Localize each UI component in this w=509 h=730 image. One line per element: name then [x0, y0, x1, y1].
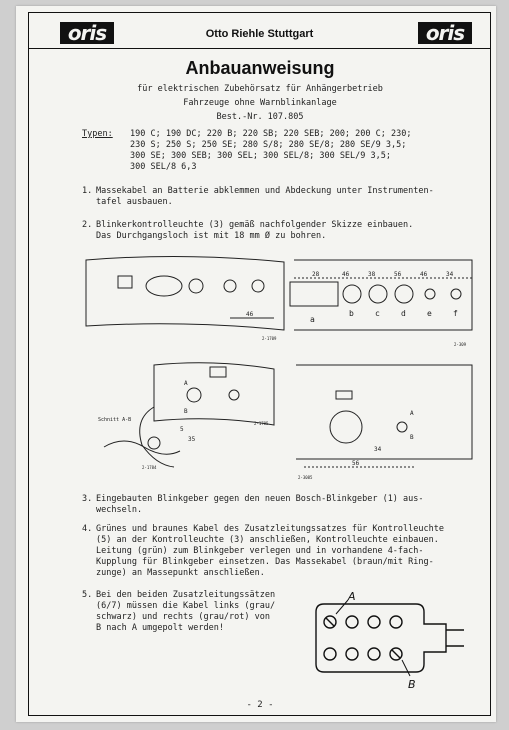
- hole-letter: a: [310, 315, 315, 324]
- step-line: (5) an der Kontrolleuchte (3) anschließen, Kontrolleuchte einbauen.: [96, 535, 439, 545]
- dim-label: 38: [368, 271, 376, 278]
- dim-label: 5: [180, 426, 184, 433]
- oris-logo-right: oris: [418, 22, 472, 44]
- figure-ref: 2-309: [454, 342, 467, 347]
- switch-shape: [118, 276, 132, 288]
- subtitle-line: Fahrzeuge ohne Warnblinkanlage: [183, 98, 337, 108]
- step-line: Blinkerkontrolleuchte (3) gemäß nachfolgender Skizze einbauen.: [96, 220, 414, 230]
- section-label: Schnitt A-B: [98, 417, 132, 423]
- subtitle-line: für elektrischen Zubehörsatz für Anhängerbetrieb: [137, 84, 383, 94]
- step-line: wechseln.: [96, 505, 143, 515]
- step-number: 3.: [82, 494, 93, 504]
- connector-label-a: A: [348, 590, 356, 603]
- knob-shape: [189, 279, 203, 293]
- figure-ref: 2-1784: [142, 465, 157, 470]
- hole-d: [395, 285, 413, 303]
- leader-b: [402, 660, 410, 676]
- dim-label: 46: [246, 311, 254, 318]
- step-line: schwarz) und rechts (grau/rot) von: [96, 612, 270, 622]
- lamp-hole: [397, 422, 407, 432]
- pin-bottom-2: [346, 648, 358, 660]
- step-line: B nach A umgepolt werden!: [96, 623, 224, 633]
- types-list: [130, 129, 480, 173]
- hole-letter: d: [401, 309, 406, 318]
- types-line: 300 SE; 300 SEB; 300 SEL; 300 SEL/8; 300 SEL/9 3,5;: [130, 151, 391, 161]
- marker-label: A: [410, 410, 414, 417]
- figure-ref: 2-1709: [262, 336, 277, 341]
- vent-shape: [146, 276, 182, 296]
- step-number: 1.: [82, 186, 93, 196]
- hole-letter: e: [427, 309, 432, 318]
- step-text: [96, 590, 296, 634]
- pin-bottom-1: [324, 648, 336, 660]
- pin-top-2: [346, 616, 358, 628]
- step-line: Bei den beiden Zusatzleitungssätzen: [96, 590, 276, 600]
- switch-hole: [229, 390, 239, 400]
- connector-label-b: B: [408, 678, 416, 690]
- hole-letter: f: [453, 309, 458, 318]
- header-rule: [28, 48, 491, 49]
- step-number: 2.: [82, 220, 93, 230]
- page-number: - 2 -: [246, 700, 274, 710]
- leader-a: [336, 600, 348, 614]
- step-line: (6/7) müssen die Kabel links (grau/: [96, 601, 276, 611]
- pin-mark: [326, 618, 334, 626]
- connector-diagram: [296, 590, 466, 690]
- step-text: [96, 524, 476, 579]
- cable-shape: [140, 407, 174, 467]
- company-name: Otto Riehle Stuttgart: [205, 28, 314, 40]
- hole-b: [343, 285, 361, 303]
- hole-letter: c: [375, 309, 380, 318]
- marker-label: A: [184, 380, 188, 387]
- oris-logo-left: oris: [60, 22, 114, 44]
- step-line: tafel ausbauen.: [96, 197, 173, 207]
- vent-round: [330, 411, 362, 443]
- switch-shape: [336, 391, 352, 399]
- step-text: [96, 220, 476, 242]
- marker-label: B: [410, 434, 414, 441]
- step-line: Eingebauten Blinkgeber gegen den neuen Bosch-Blinkgeber (1) aus-: [96, 494, 424, 504]
- marker-label: B: [184, 408, 188, 415]
- hole-letter: b: [349, 309, 354, 318]
- dim-label: 34: [446, 271, 454, 278]
- step-text: [96, 494, 476, 516]
- page-title: Anbauanweisung: [185, 58, 335, 78]
- figure-ref: 2-3085: [298, 475, 313, 480]
- cutout-a: [290, 282, 338, 306]
- dim-label: 28: [312, 271, 320, 278]
- types-line: 190 C; 190 DC; 220 B; 220 SB; 220 SEB; 200; 200 C; 230;: [130, 129, 412, 139]
- step-line: Grünes und braunes Kabel des Zusatzleitungssatzes für Kontrolleuchte: [96, 524, 444, 534]
- panel-outline: [154, 363, 274, 425]
- dim-label: 56: [394, 271, 402, 278]
- hole-e: [425, 289, 435, 299]
- lamp-shape: [210, 367, 226, 377]
- cable-stub: [446, 630, 464, 646]
- step-line: Massekabel an Batterie abklemmen und Abdeckung unter Instrumenten-: [96, 186, 434, 196]
- step-line: Kupplung für Blinkgeber einsetzen. Das Massekabel (braun/mit Ring-: [96, 557, 434, 567]
- dim-label: 35: [188, 436, 196, 443]
- dim-label: 46: [342, 271, 350, 278]
- step-line: zunge) an Massepunkt anschließen.: [96, 568, 265, 578]
- dashboard-drilling-diagram: [84, 250, 474, 350]
- pin-top-3: [368, 616, 380, 628]
- knob-shape: [252, 280, 264, 292]
- dashboard-outline: [86, 256, 284, 330]
- figure-ref: 2-1785: [254, 421, 269, 426]
- hole-c: [369, 285, 387, 303]
- types-line: 230 S; 250 S; 250 SE; 280 S/8; 280 SE/8; 280 SE/9 3,5;: [130, 140, 407, 150]
- step-text: [96, 186, 476, 208]
- lamp-hole: [187, 388, 201, 402]
- dim-label: 46: [420, 271, 428, 278]
- types-label: Typen:: [82, 129, 113, 139]
- knob-shape: [224, 280, 236, 292]
- hole-f: [451, 289, 461, 299]
- step-line: Leitung (grün) zum Blinkgeber verlegen und in vorhandene 4-fach-: [96, 546, 424, 556]
- pin-bottom-3: [368, 648, 380, 660]
- dim-label: 56: [352, 460, 360, 467]
- types-line: 300 SEL/8 6,3: [130, 162, 197, 172]
- section-view-diagram: [84, 355, 474, 490]
- cable-shape: [104, 441, 180, 454]
- dim-label: 34: [374, 446, 382, 453]
- panel-rear-outline: [296, 365, 472, 459]
- pin-mark: [392, 650, 400, 658]
- pin-top-4: [390, 616, 402, 628]
- connector-housing: [316, 604, 446, 672]
- step-line: Das Durchgangsloch ist mit 18 mm Ø zu bohren.: [96, 231, 327, 241]
- order-number: Best.-Nr. 107.805: [216, 112, 304, 122]
- lamp-section: [148, 437, 160, 449]
- step-number: 5.: [82, 590, 93, 600]
- step-number: 4.: [82, 524, 93, 534]
